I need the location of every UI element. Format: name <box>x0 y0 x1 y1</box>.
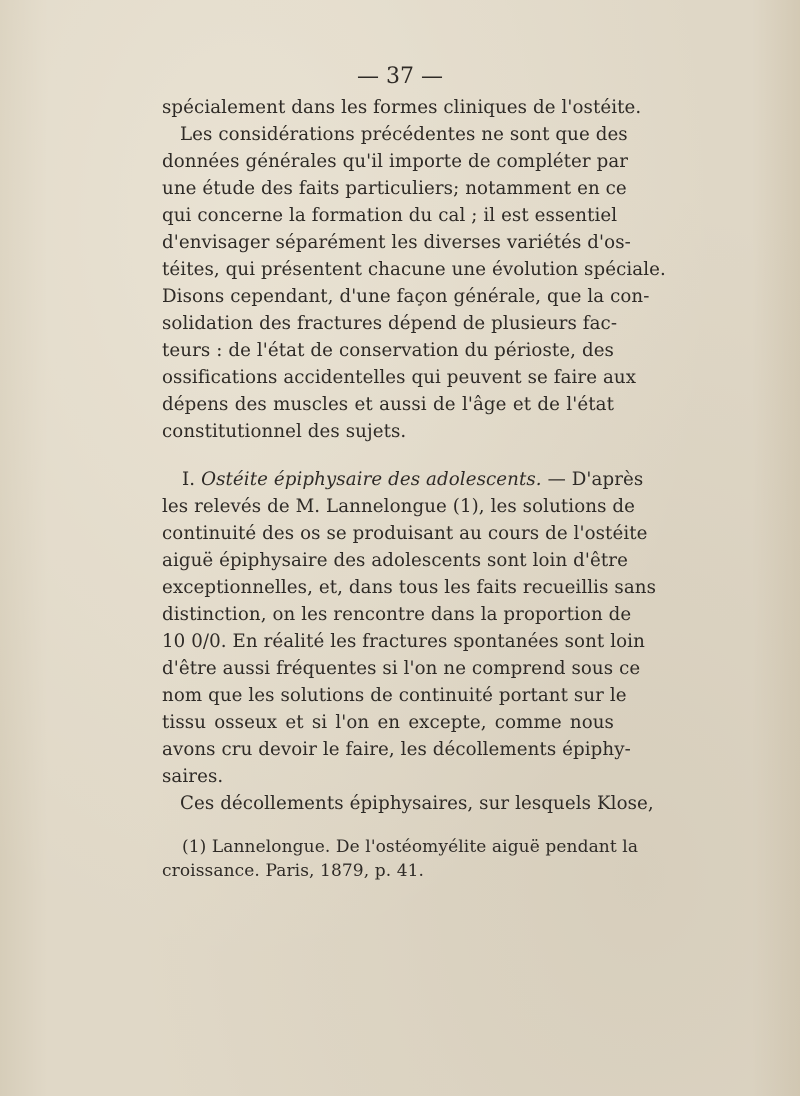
text-line: tissu osseux et si l'on en excepte, comme nous <box>162 712 614 733</box>
page-number: — 37 — <box>357 64 443 89</box>
text-line: avons cru devoir le faire, les décollements épiphy- <box>162 739 631 760</box>
footnote-line: (1) Lannelongue. De l'ostéomyélite aiguë pendant la <box>182 837 639 857</box>
text-line: qui concerne la formation du cal ; il est essentiel <box>162 205 618 226</box>
text-line: nom que les solutions de continuité portant sur le <box>162 685 627 706</box>
footnote <box>162 835 639 895</box>
text-line: téites, qui présentent chacune une évolution spéciale. <box>162 259 666 280</box>
text-line: Disons cependant, d'une façon générale, que la con- <box>162 286 650 307</box>
text-line: Ces décollements épiphysaires, sur lesquels Klose, <box>180 793 654 814</box>
text-line: solidation des fractures dépend de plusieurs fac- <box>162 313 618 334</box>
text-line: constitutionnel des sujets. <box>162 421 407 442</box>
text-line: spécialement dans les formes cliniques de l'ostéite. <box>162 97 642 118</box>
text-line: d'envisager séparément les diverses variétés d'os- <box>162 232 631 253</box>
text-line: les relevés de M. Lannelongue (1), les solutions de <box>162 496 635 517</box>
section-heading: Ostéite épiphysaire des adolescents. <box>201 469 542 490</box>
section-heading-line <box>182 468 644 492</box>
text-line: d'être aussi fréquentes si l'on ne comprend sous ce <box>162 658 641 679</box>
text-line: ossifications accidentelles qui peuvent se faire aux <box>162 367 637 388</box>
text-line: teurs : de l'état de conservation du périoste, des <box>162 340 614 361</box>
footnote-line: croissance. Paris, 1879, p. 41. <box>162 861 425 881</box>
text-line: données générales qu'il importe de compléter par <box>162 151 629 172</box>
text-line: dépens des muscles et aussi de l'âge et de l'état <box>162 394 614 415</box>
text-line: continuité des os se produisant au cours de l'ostéite <box>162 523 648 544</box>
text-line: Les considérations précédentes ne sont que des <box>180 124 628 145</box>
text-line: exceptionnelles, et, dans tous les faits recueillis sans <box>162 577 657 598</box>
text-line: aiguë épiphysaire des adolescents sont loin d'être <box>162 550 628 571</box>
text-line: 10 0/0. En réalité les fractures spontanées sont loin <box>162 631 645 652</box>
section-heading-continuation: — D'après <box>541 469 644 490</box>
body-text <box>162 96 666 856</box>
text-line: distinction, on les rencontre dans la proportion de <box>162 604 632 625</box>
text-line: saires. <box>162 766 224 787</box>
text-line: une étude des faits particuliers; notamment en ce <box>162 178 627 199</box>
section-number: I. <box>182 469 202 490</box>
